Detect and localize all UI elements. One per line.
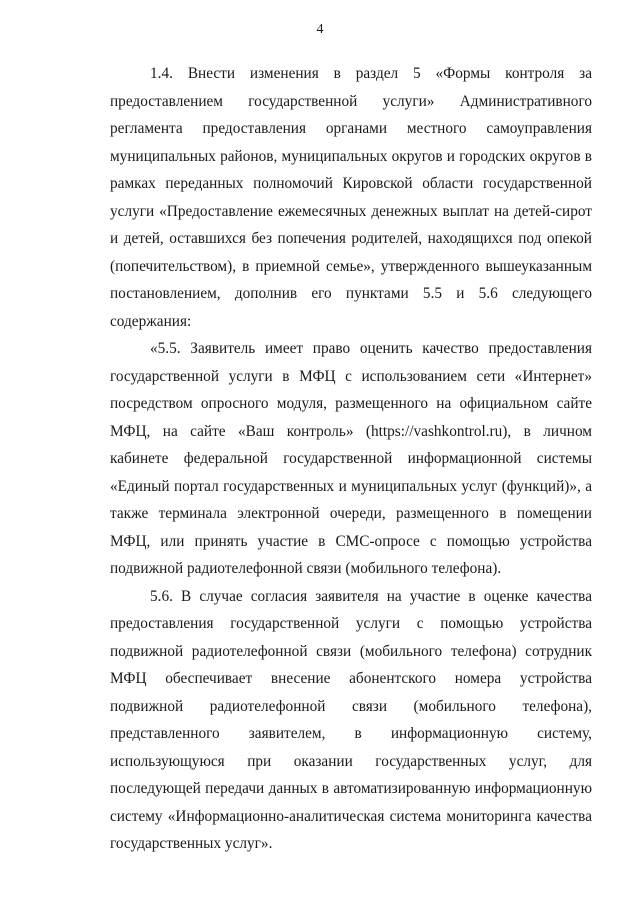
paragraph-1-4: 1.4. Внести изменения в раздел 5 «Формы контроля за предоставлением государственной услуги» Административного регламента предоставления органами местного самоуправления муниципальных районов, муниципальных округов и городских округов в рамках переданных полномочий Кировской области государственной услуги «Предоставление ежемесячных денежных выплат на детей-сирот и детей, оставшихся без попечения родителей, находящихся под опекой (попечительством), в приемной семье», утвержденного вышеуказанным постановлением, дополнив его пунктами 5.5 и 5.6 следующего содержания: [110,65,592,330]
page-number: 4 [316,22,324,37]
document-body [110,60,592,858]
paragraph-5-5: «5.5. Заявитель имеет право оценить качество предоставления государственной услуги в МФЦ с использованием сети «Интернет» посредством опросного модуля, размещенного на официальном сайте МФЦ, на сайте «Ваш контроль» (https://vashkontrol.ru), в личном кабинете федеральной государственной информационной системы «Единый портал государственных и муниципальных услуг (функций)», а также терминала электронной очереди, размещенного в помещении МФЦ, или принять участие в СМС-опросе с помощью устройства подвижной радиотелефонной связи (мобильного телефона). [110,340,592,577]
paragraph-5-6: 5.6. В случае согласия заявителя на участие в оценке качества предоставления государственной услуги с помощью устройства подвижной радиотелефонной связи (мобильного телефона) сотрудник МФЦ обеспечивает внесение абонентского номера устройства подвижной радиотелефонной связи (мобильного телефона), представленного заявителем, в информационную систему, использующуюся при оказании государственных услуг, для последующей передачи данных в автоматизированную информационную систему «Информационно-аналитическая система мониторинга качества государственных услуг». [110,587,592,852]
